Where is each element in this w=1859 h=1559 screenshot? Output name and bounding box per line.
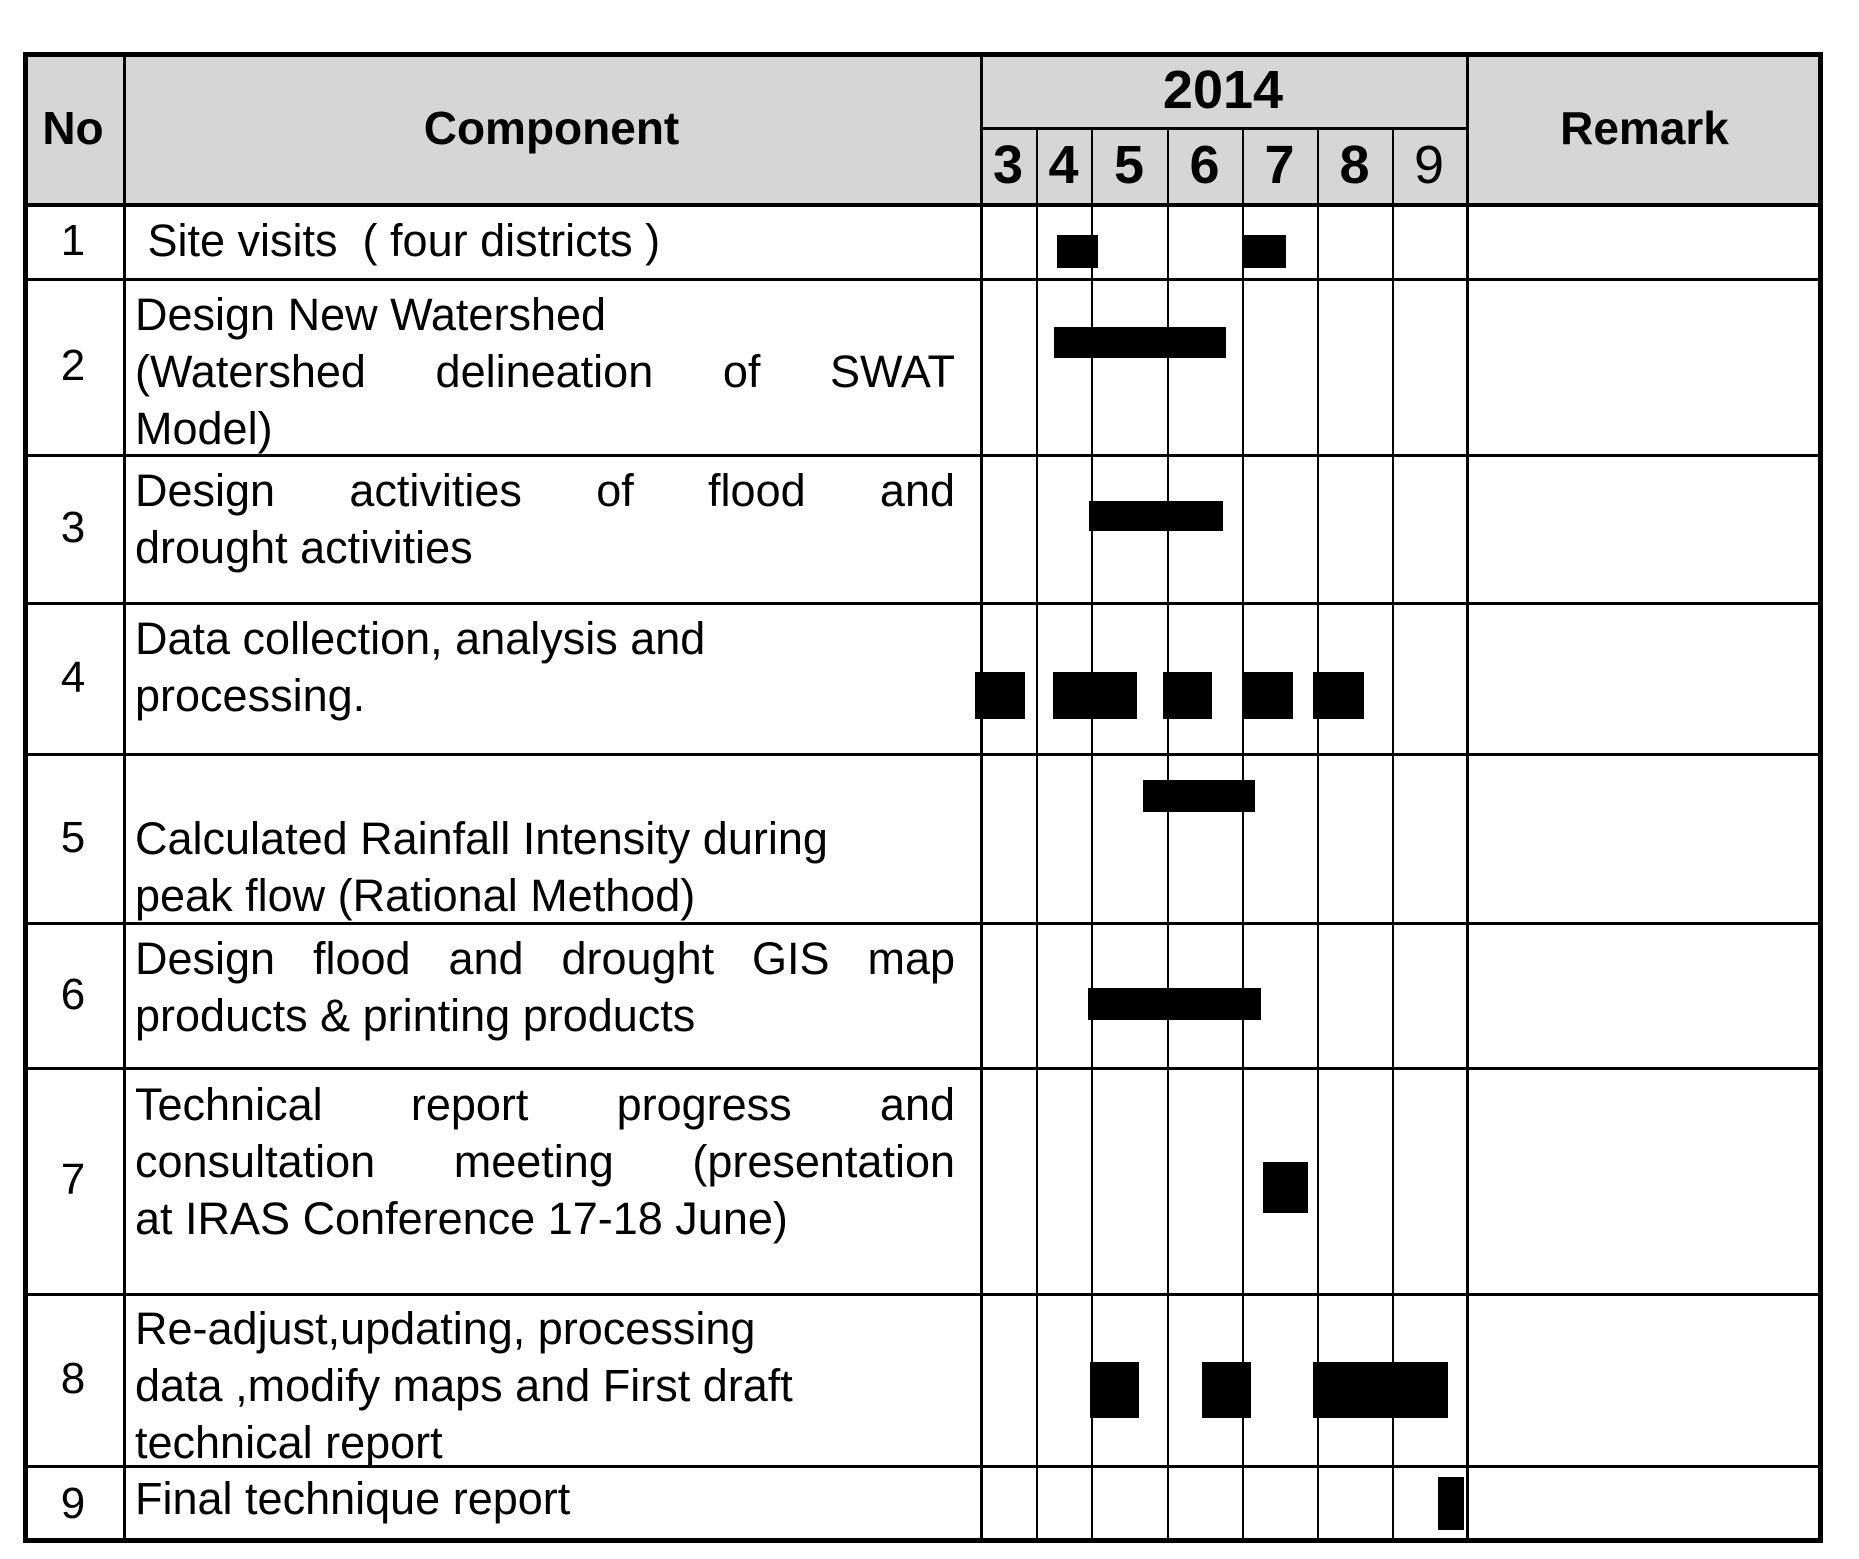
month-header-9: 9 [1413, 135, 1445, 195]
row-4-number: 4 [60, 652, 86, 702]
column-header-year-2014: 2014 [1162, 59, 1284, 120]
month-header-7: 7 [1264, 135, 1295, 195]
component-text-line: peak flow (Rational Method) [135, 870, 696, 921]
month-header-3: 3 [992, 135, 1024, 195]
component-text-line: products & printing products [135, 990, 696, 1041]
component-text-line: consultation meeting (presentation [135, 1136, 955, 1187]
row-8-number: 8 [60, 1354, 86, 1403]
row-5-number: 5 [60, 812, 86, 862]
component-text-line: at IRAS Conference 17-18 June) [135, 1193, 788, 1244]
row-6-number: 6 [60, 969, 86, 1019]
component-text-line: Re-adjust,updating, processing [135, 1303, 756, 1354]
month-header-6: 6 [1189, 135, 1220, 195]
component-text-line: technical report [135, 1417, 443, 1468]
component-text-line: (Watershed delineation of SWAT [135, 346, 955, 397]
table-outer-border [23, 52, 1823, 1543]
column-header-no: No [42, 101, 104, 154]
component-text-line: Final technique report [135, 1473, 571, 1524]
row-7-number: 7 [60, 1155, 86, 1204]
component-text-line: Design New Watershed [135, 289, 607, 340]
month-header-8: 8 [1339, 135, 1370, 195]
component-text-line: data ,modify maps and First draft [135, 1360, 793, 1411]
column-header-component: Component [423, 101, 680, 154]
component-text-line: Data collection, analysis and [135, 613, 706, 664]
month-header-4: 4 [1048, 135, 1079, 195]
gantt-schedule-table [23, 52, 1823, 1543]
component-text-line: Design flood and drought GIS map [135, 933, 955, 984]
row-2-number: 2 [60, 341, 86, 390]
component-text-line: Calculated Rainfall Intensity during [135, 813, 828, 864]
component-text-line: drought activities [135, 522, 473, 573]
component-text-line: Model) [135, 403, 273, 454]
column-header-remark: Remark [1560, 101, 1729, 154]
component-text-line: Technical report progress and [135, 1079, 955, 1130]
row-3-number: 3 [60, 503, 86, 552]
row-1-number: 1 [60, 215, 86, 265]
component-text-line: Design activities of flood and [135, 465, 955, 516]
component-text-line: processing. [135, 670, 366, 721]
month-header-5: 5 [1113, 135, 1145, 195]
component-text-line: Site visits ( four districts ) [135, 215, 661, 266]
row-9-number: 9 [60, 1479, 86, 1528]
